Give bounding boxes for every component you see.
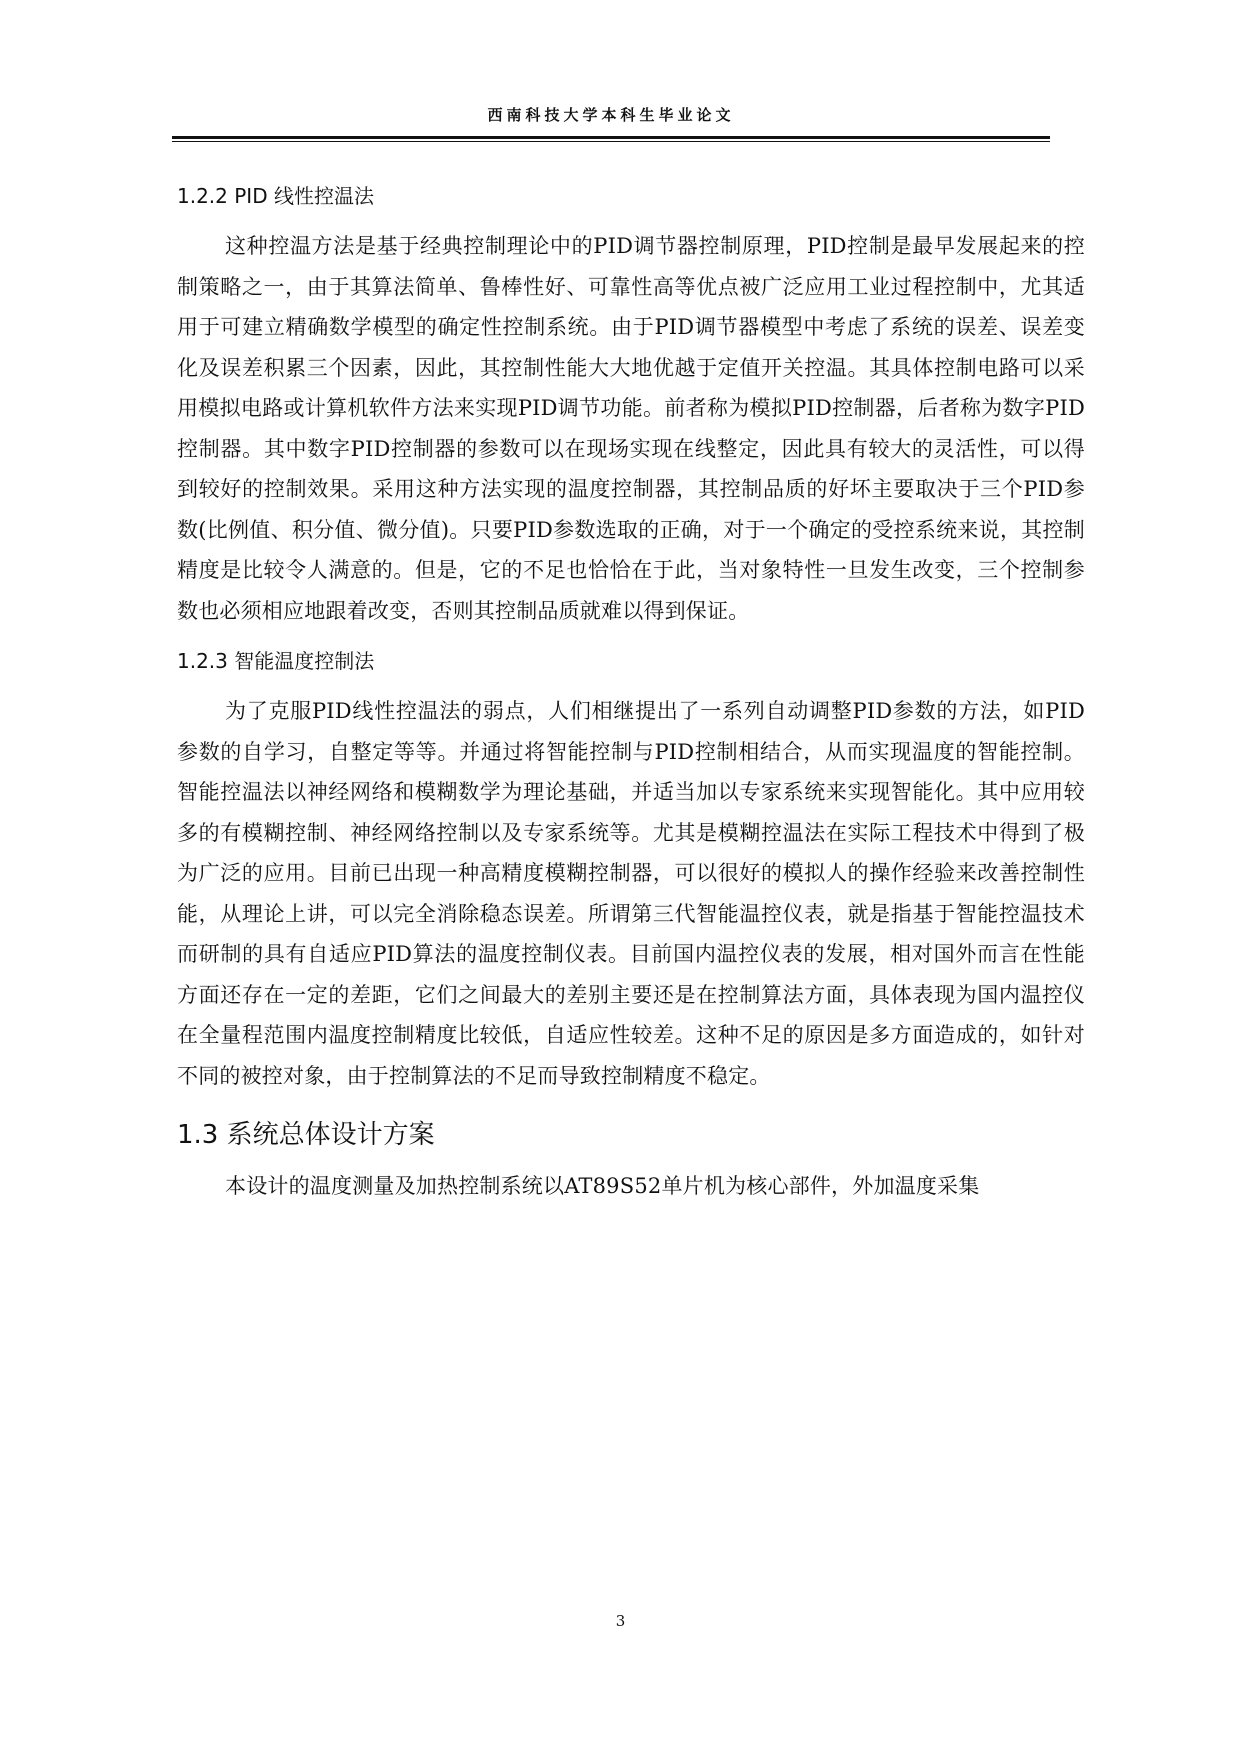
page-number: 3 — [615, 1612, 626, 1630]
header-rule-thin — [172, 141, 1050, 142]
section-heading-1-2-2: 1.2.2 PID 线性控温法 — [177, 184, 374, 208]
section-paragraph-1-2-3: 为了克服PID线性控温法的弱点，人们相继提出了一系列自动调整PID参数的方法，如PID参数的自学习，自整定等等。并通过将智能控制与PID控制相结合，从而实现温度的智能控制。智能控温法以神经网络和模糊数学为理论基础，并适当加以专家系统来实现智能化。其中应用较多的有模糊控制、神经网络控制以及专家系统等。尤其是模糊控温法在实际工程技术中得到了极为广泛的应用。目前已出现一种高精度模糊控制器，可以很好的模拟人的操作经验来改善控制性能，从理论上讲，可以完全消除稳态误差。所谓第三代智能温控仪表，就是指基于智能控温技术而研制的具有自适应PID算法的温度控制仪表。目前国内温控仪表的发展，相对国外而言在性能方面还存在一定的差距，它们之间最大的差别主要还是在控制算法方面，具体表现为国内温控仪在全量程范围内温度控制精度比较低，自适应性较差。这种不足的原因是多方面造成的，如针对不同的被控对象，由于控制算法的不足而导致控制精度不稳定。 — [177, 699, 1085, 1088]
section-heading-1-2-3: 1.2.3 智能温度控制法 — [177, 649, 375, 673]
section-heading-1-3: 1.3 系统总体设计方案 — [177, 1120, 435, 1150]
body-content — [177, 180, 1085, 1207]
section-paragraph-1-2-2: 这种控温方法是基于经典控制理论中的PID调节器控制原理，PID控制是最早发展起来的控制策略之一，由于其算法简单、鲁棒性好、可靠性高等优点被广泛应用工业过程控制中，尤其适用于可建立精确数学模型的确定性控制系统。由于PID调节器模型中考虑了系统的误差、误差变化及误差积累三个因素，因此，其控制性能大大地优越于定值开关控温。其具体控制电路可以采用模拟电路或计算机软件方法来实现PID调节功能。前者称为模拟PID控制器，后者称为数字PID控制器。其中数字PID控制器的参数可以在现场实现在线整定，因此具有较大的灵活性，可以得到较好的控制效果。采用这种方法实现的温度控制器，其控制品质的好坏主要取决于三个PID参数(比例值、积分值、微分值)。只要PID参数选取的正确，对于一个确定的受控系统来说，其控制精度是比较令人满意的。但是，它的不足也恰恰在于此，当对象特性一旦发生改变，三个控制参数也必须相应地跟着改变，否则其控制品质就难以得到保证。 — [177, 234, 1085, 623]
header-rule-thick — [172, 136, 1050, 139]
running-header: 西南科技大学本科生毕业论文 — [487, 106, 735, 124]
section-paragraph-1-3: 本设计的温度测量及加热控制系统以AT89S52单片机为核心部件，外加温度采集 — [225, 1174, 980, 1198]
